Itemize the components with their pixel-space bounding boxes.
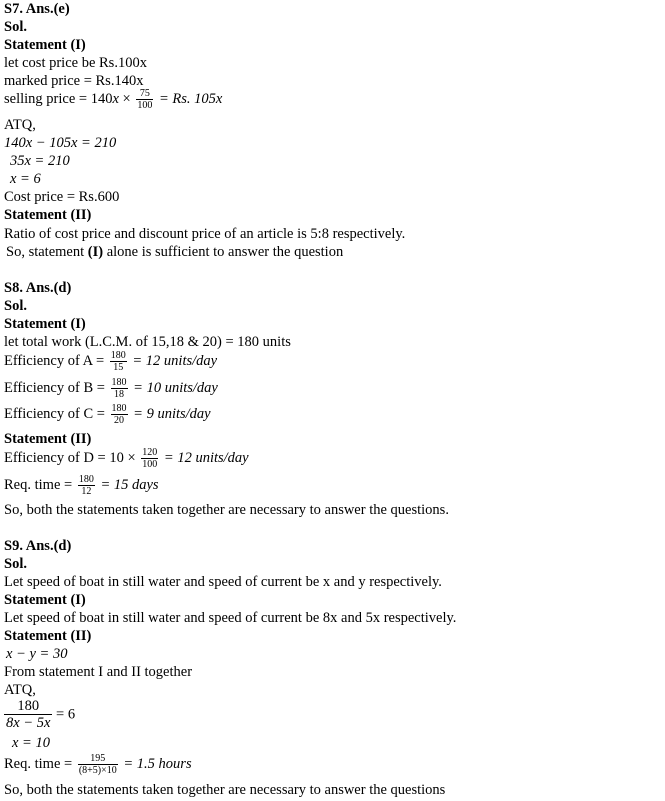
s7-eq-2: 35x = 210	[10, 153, 70, 169]
s9-eq-2: x = 10	[12, 735, 50, 751]
s9-line-1: Let speed of boat in still water and speed of current be x and y respectively.	[4, 574, 442, 590]
s8-efficiency-c: Efficiency of C = $\frac{180}{20}$ = 9 units/day	[4, 403, 211, 426]
s7-statement-1: Statement (I)	[4, 37, 86, 53]
s7-statement-2: Statement (II)	[4, 207, 92, 223]
s7-eq-3: x = 6	[10, 171, 41, 187]
s9-statement-1: Statement (I)	[4, 592, 86, 608]
s9-big-fraction-line: $\frac{180}{8x - 5x}$ = 6	[6, 698, 76, 731]
s8-answer: S8. Ans.(d)	[4, 280, 72, 296]
s7-atq: ATQ,	[4, 117, 36, 133]
s8-required-time: Req. time = $\frac{180}{12}$ = 15 days	[4, 474, 159, 497]
s9-statement-2: Statement (II)	[4, 628, 92, 644]
s8-efficiency-b: Efficiency of B = $\frac{180}{18}$ = 10 units/day	[4, 377, 218, 400]
s7-conclusion: So, statement (I) alone is sufficient to answer the question	[6, 244, 344, 260]
s7-eq-1: 140x − 105x = 210	[4, 135, 117, 151]
s8-efficiency-a: Efficiency of A = $\frac{180}{15}$ = 12 units/day	[4, 350, 218, 373]
s8-statement-2: Statement (II)	[4, 431, 92, 447]
s8-sol: Sol.	[4, 298, 27, 314]
s9-answer: S9. Ans.(d)	[4, 538, 72, 554]
s7-line-marked: marked price = Rs.140x	[4, 73, 144, 89]
s7-cost-price: Cost price = Rs.600	[4, 189, 120, 205]
s7-line-cost: let cost price be Rs.100x	[4, 55, 147, 71]
s7-selling-price: selling price = 140x × $\frac{75}{100}$ = Rs. 105x	[4, 88, 223, 111]
s8-total-work: let total work (L.C.M. of 15,18 & 20) = 180 units	[4, 334, 291, 350]
s7-sol: Sol.	[4, 19, 27, 35]
s7-ratio: Ratio of cost price and discount price of an article is 5:8 respectively.	[4, 226, 406, 242]
s9-line-2: Let speed of boat in still water and speed of current be 8x and 5x respectively.	[4, 610, 457, 626]
s9-eq-1: x − y = 30	[6, 646, 68, 662]
s9-line-3: From statement I and II together	[4, 664, 193, 680]
s8-conclusion: So, both the statements taken together are necessary to answer the questions.	[4, 502, 449, 518]
s7-fraction: $\frac{75}{100}$	[137, 88, 153, 111]
s9-sol: Sol.	[4, 556, 27, 572]
s9-conclusion: So, both the statements taken together are necessary to answer the questions	[4, 782, 446, 798]
s9-atq: ATQ,	[4, 682, 36, 698]
s9-required-time: Req. time = $\frac{195}{(8+5)\times 10}$ = 1.5 hours	[4, 753, 192, 776]
s8-efficiency-d: Efficiency of D = 10 × $\frac{120}{100}$ = 12 units/day	[4, 447, 249, 470]
s7-answer: S7. Ans.(e)	[4, 1, 70, 17]
s8-statement-1: Statement (I)	[4, 316, 86, 332]
s9-big-fraction: $\frac{180}{8x - 5x}$	[6, 698, 51, 731]
